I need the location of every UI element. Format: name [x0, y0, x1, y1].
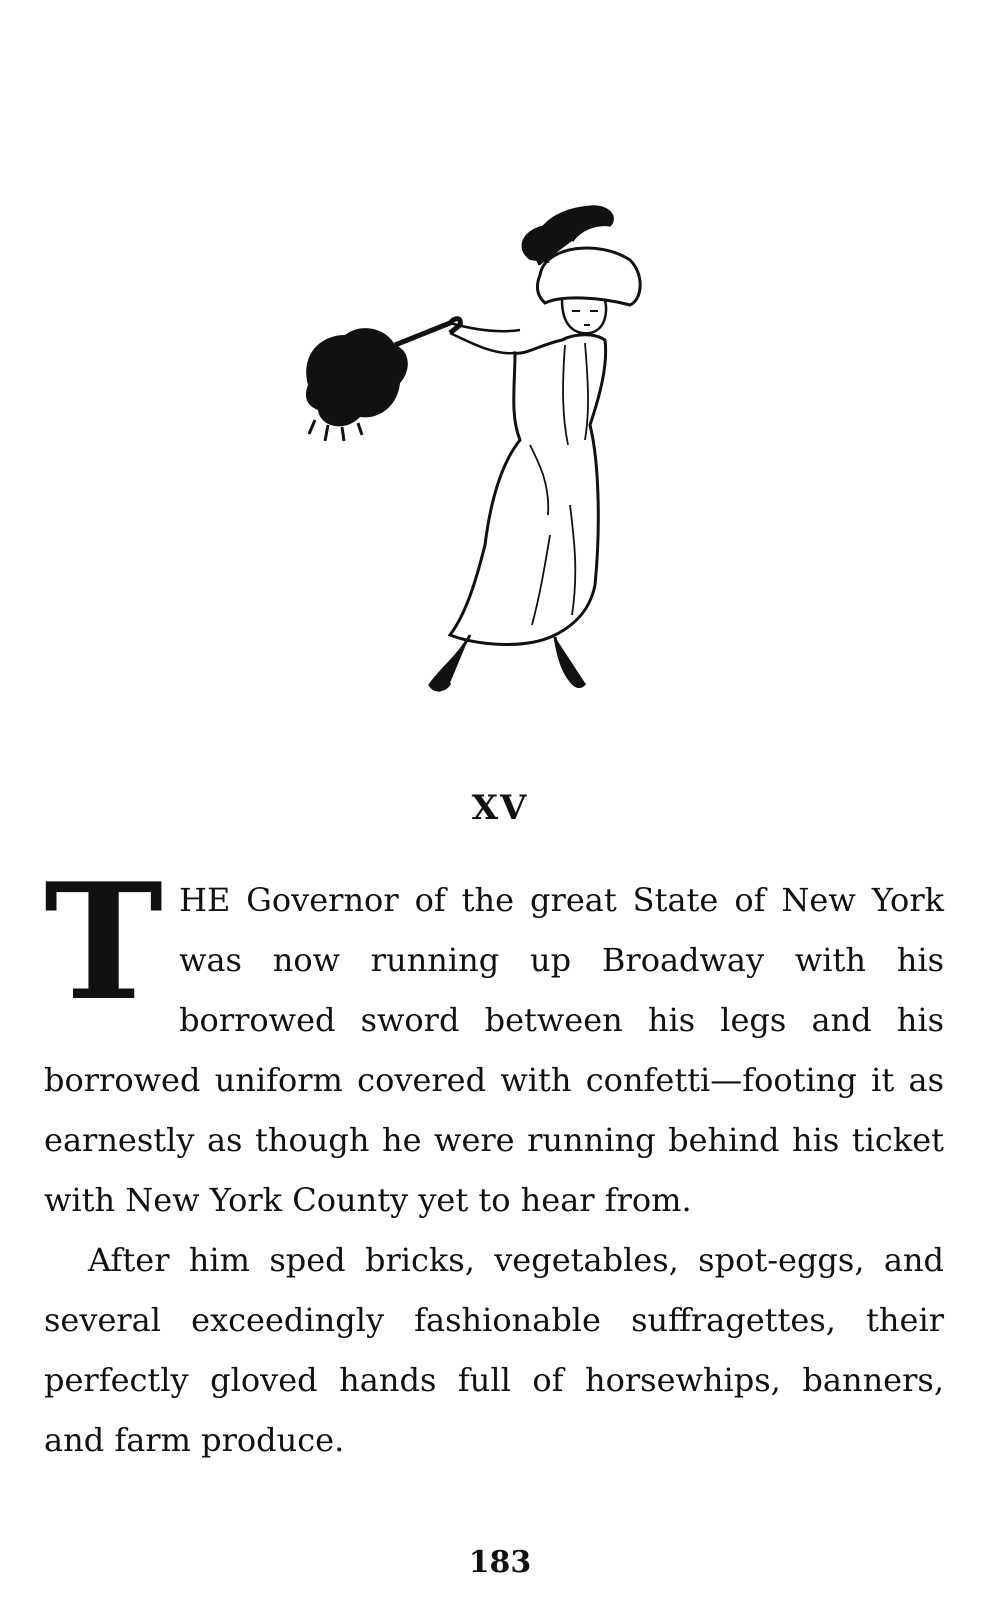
paragraph-1-text: HE Governor of the great State of New York was now running up Broadway with his borrowed sword between his legs and his borrowed uniform covered with confetti—footing it as earnestly as though he were running behind his ticket with New York County yet to hear from.: [44, 881, 944, 1219]
page-number: 183: [468, 1545, 532, 1580]
paragraph-1: [44, 848, 944, 1230]
body-text: [44, 848, 944, 1470]
paragraph-2: After him sped bricks, vegetables, spot-eggs, and several exceedingly fashionable suffragettes, their perfectly gloved hands full of horsewhips, banners, and farm produce.: [44, 1241, 944, 1459]
woman-running-illustration-icon: [300, 205, 690, 725]
drop-cap: T: [44, 848, 164, 1036]
chapter-number: XV: [471, 788, 529, 828]
